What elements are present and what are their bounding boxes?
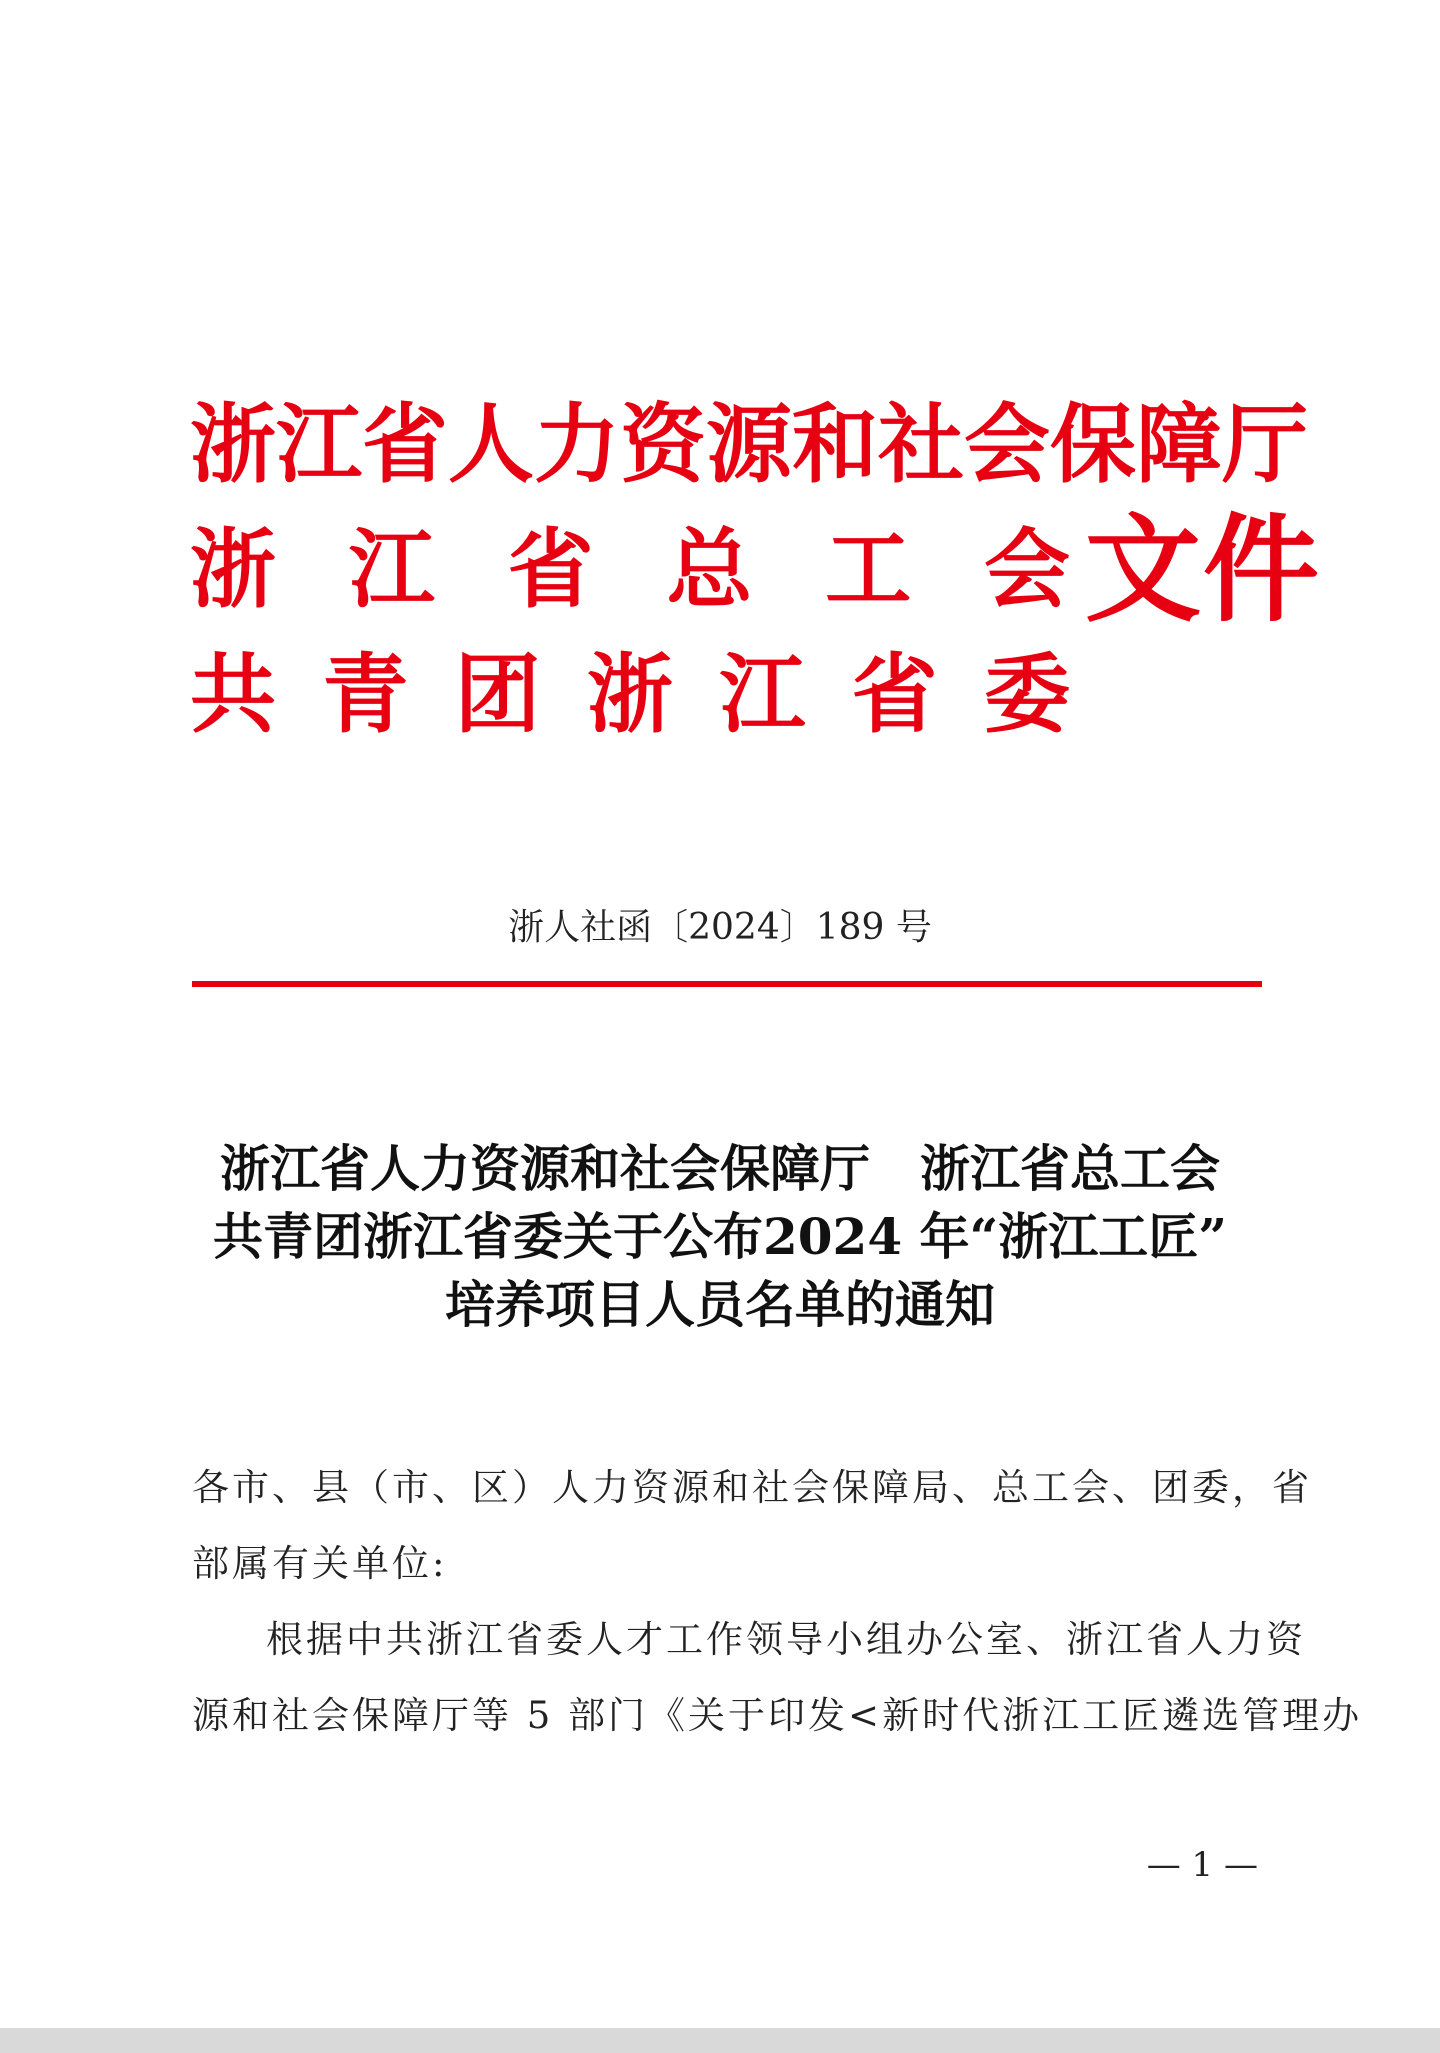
masthead-char: 和 — [792, 394, 878, 495]
title-line-3: 培养项目人员名单的通知 — [445, 1275, 995, 1334]
masthead-char: 力 — [534, 394, 620, 495]
masthead-char: 工 — [825, 519, 912, 620]
masthead-char: 总 — [666, 519, 753, 620]
document-number: 浙人社函〔2024〕189 号 — [508, 907, 932, 948]
red-divider-line — [192, 981, 1262, 987]
masthead-char: 江 — [276, 394, 362, 495]
document-body — [192, 1450, 1363, 1754]
paragraph-line-1: 根据中共浙江省委人才工作领导小组办公室、浙江省人力资 — [266, 1618, 1306, 1661]
masthead-char: 委 — [983, 644, 1070, 745]
masthead-char: 保 — [1050, 394, 1136, 495]
masthead-char: 会 — [964, 394, 1050, 495]
masthead-org-union — [190, 515, 1070, 625]
masthead-char: 青 — [322, 644, 409, 745]
masthead-char: 江 — [719, 644, 806, 745]
masthead-char: 共 — [190, 644, 276, 745]
title-line-1: 浙江省人力资源和社会保障厅 浙江省总工会 — [220, 1139, 1220, 1198]
paragraph-line-2: 源和社会保障厅等 5 部门《关于印发<新时代浙江工匠遴选管理办 — [192, 1694, 1363, 1737]
masthead-char: 人 — [448, 394, 534, 495]
masthead-char: 会 — [983, 519, 1070, 620]
masthead-char: 省 — [507, 519, 594, 620]
viewer-bottom-edge — [0, 2028, 1440, 2053]
masthead-wenjian: 文件 — [1085, 502, 1321, 638]
masthead-char: 省 — [362, 394, 448, 495]
document-title — [150, 1135, 1290, 1339]
masthead-char: 浙 — [190, 519, 276, 620]
page-number: — 1 — — [1146, 1845, 1258, 1885]
masthead-char: 资 — [620, 394, 706, 495]
addressee-line-2: 部属有关单位: — [192, 1542, 448, 1585]
masthead-char: 社 — [878, 394, 964, 495]
masthead-char: 省 — [851, 644, 938, 745]
masthead-char: 源 — [706, 394, 792, 495]
addressee-line-1: 各市、县（市、区）人力资源和社会保障局、总工会、团委，省 — [192, 1466, 1312, 1509]
masthead-char: 浙 — [586, 644, 673, 745]
masthead-char: 浙 — [190, 394, 276, 495]
masthead-char: 江 — [348, 519, 435, 620]
masthead-char: 厅 — [1222, 394, 1308, 495]
masthead-org-hrss — [190, 390, 1308, 500]
title-line-2: 共青团浙江省委关于公布2024 年“浙江工匠” — [212, 1207, 1228, 1266]
masthead-org-youth-league — [190, 640, 1070, 750]
masthead-char: 障 — [1136, 394, 1222, 495]
masthead-char: 团 — [454, 644, 541, 745]
red-masthead — [190, 390, 1321, 770]
